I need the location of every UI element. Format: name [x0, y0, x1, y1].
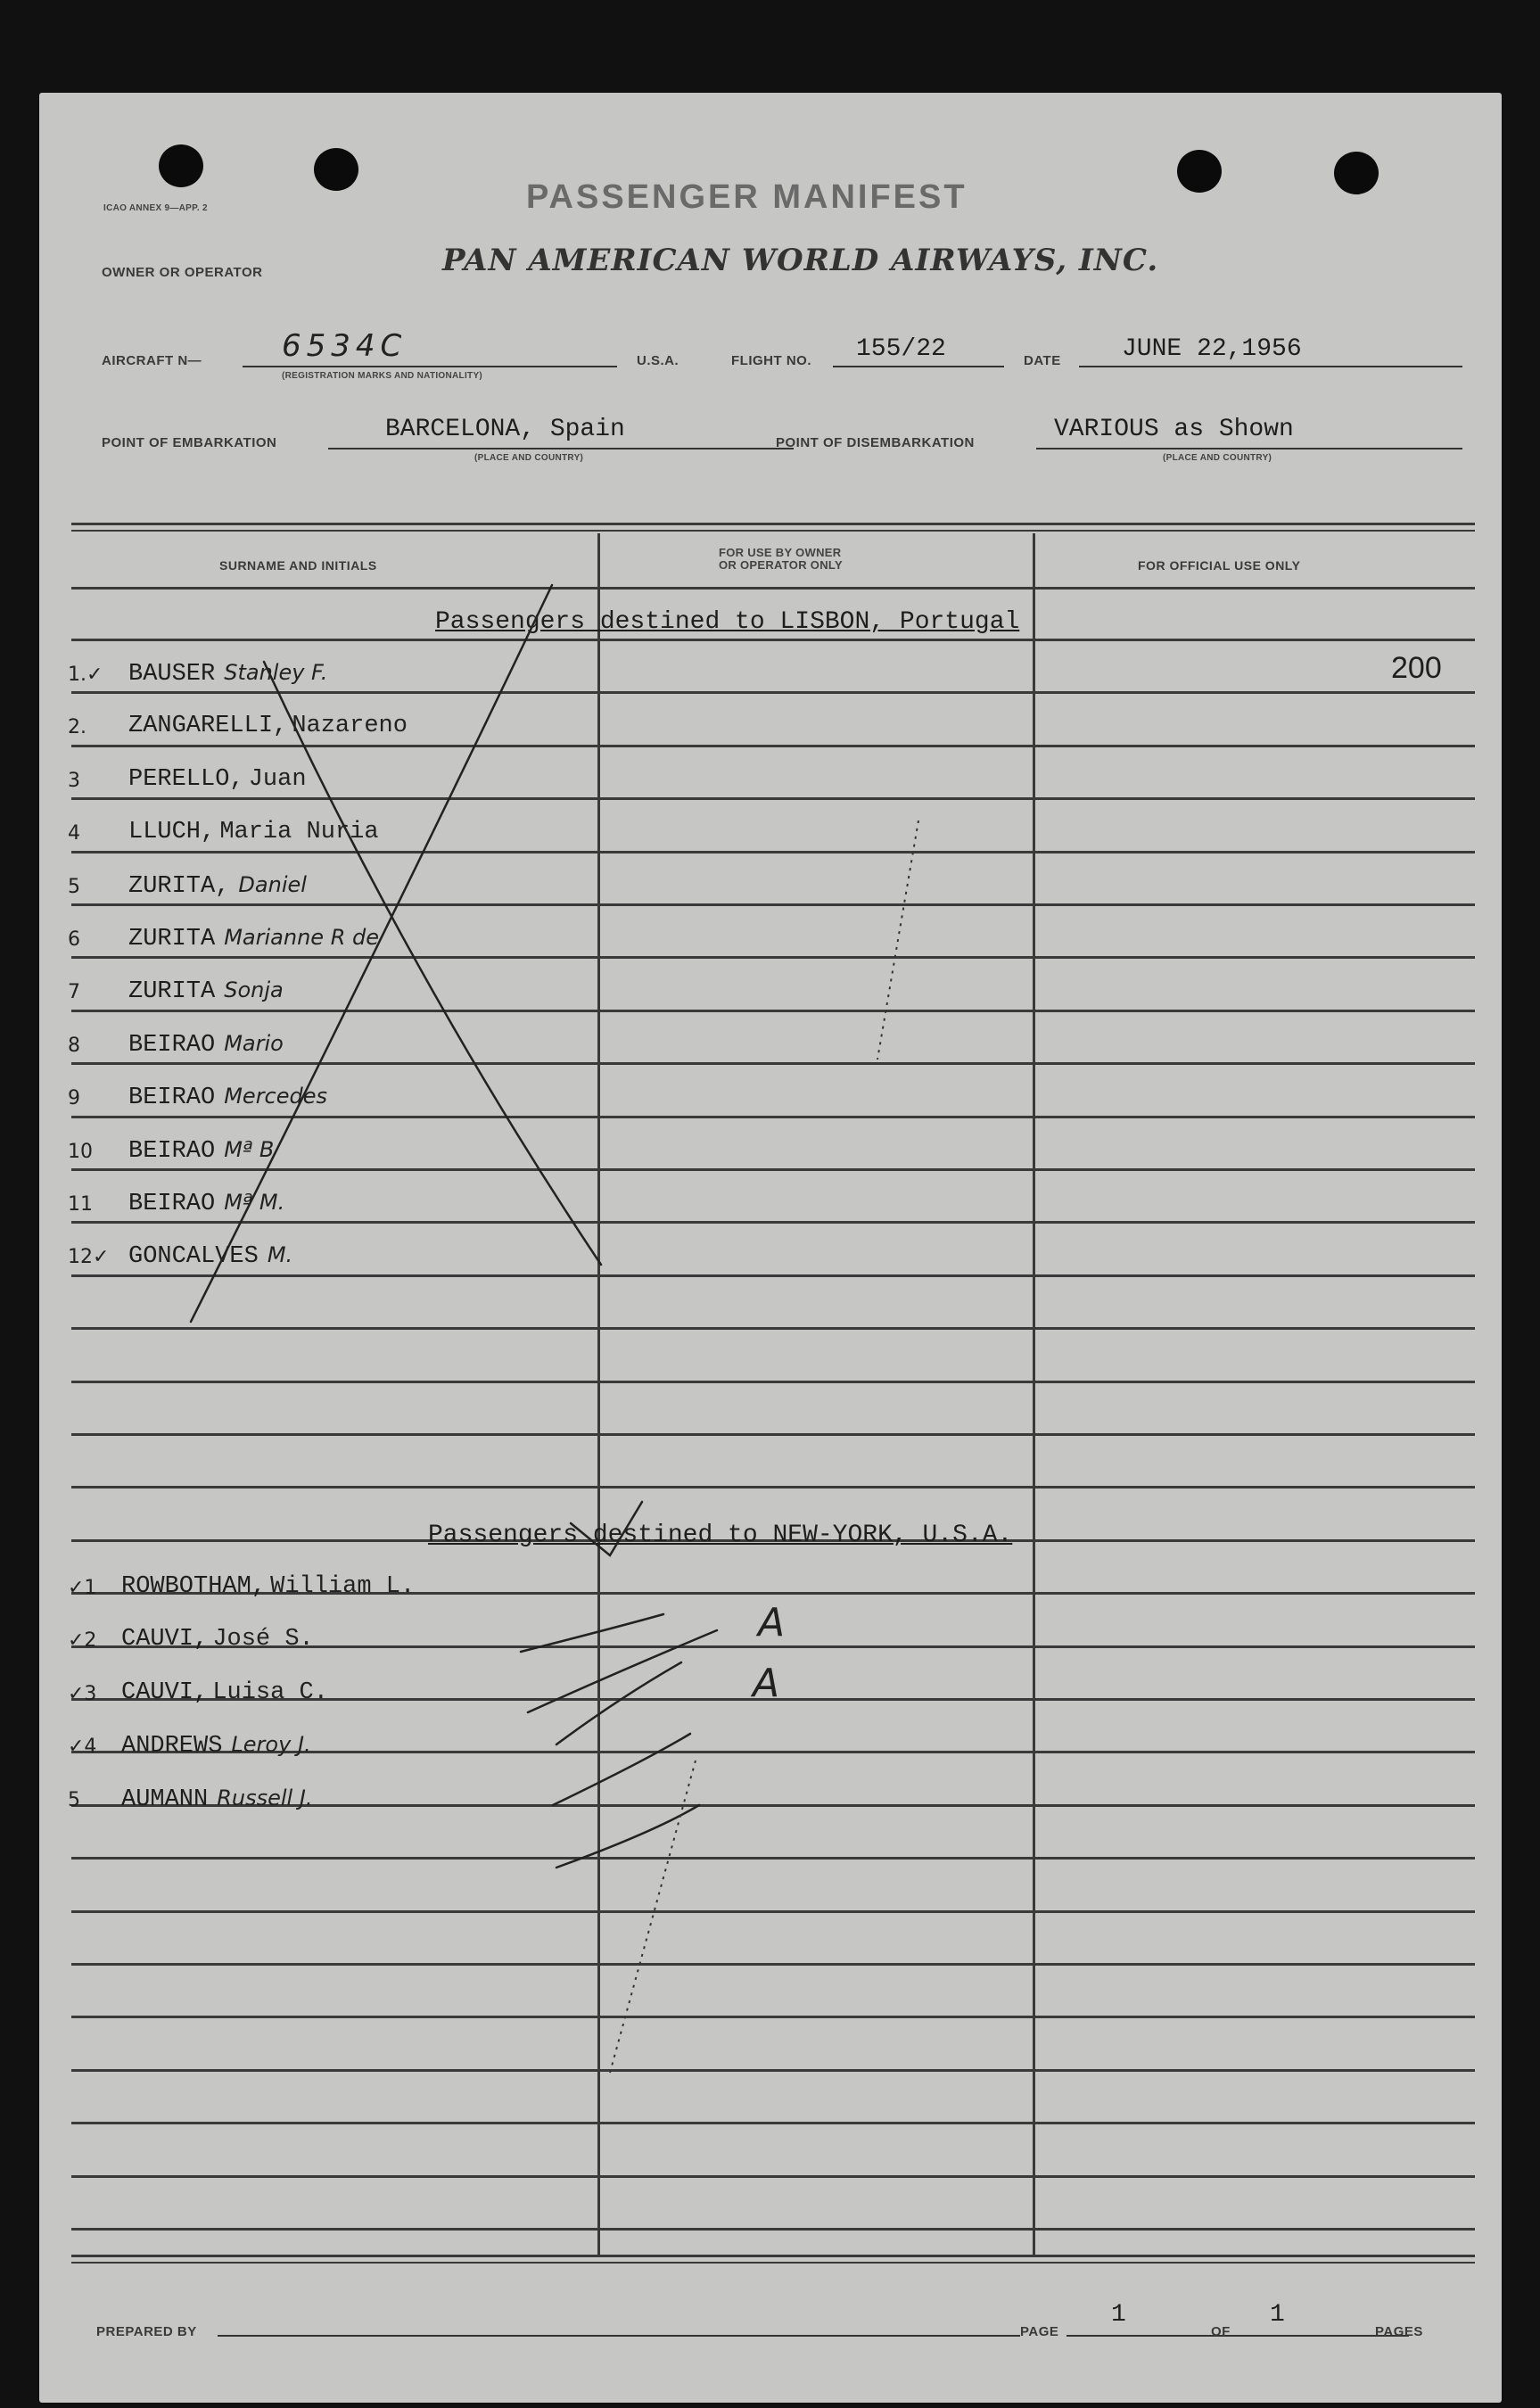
- table-top-rule-2: [71, 530, 1475, 532]
- row-rule: [71, 1381, 1475, 1383]
- table-top-rule: [71, 523, 1475, 525]
- row-rule: [71, 745, 1475, 747]
- row-rule: [71, 1327, 1475, 1330]
- passenger-surname: PERELLO,: [128, 765, 244, 793]
- passenger-surname: BEIRAO: [128, 1137, 216, 1165]
- usa-label: U.S.A.: [637, 353, 679, 368]
- row-rule: [71, 797, 1475, 800]
- date-label: DATE: [1024, 353, 1061, 368]
- row-rule: [71, 1910, 1475, 1913]
- passenger-entry: [128, 1190, 284, 1217]
- official-note: 200: [1391, 651, 1442, 685]
- row-number: 9: [68, 1087, 80, 1110]
- passenger-given-name: Juan: [248, 765, 307, 793]
- passenger-entry: [128, 1242, 292, 1270]
- row-number: ✓1: [68, 1577, 97, 1599]
- prepared-by-underline: [218, 2335, 1020, 2337]
- page-label: PAGE: [1020, 2324, 1059, 2339]
- passenger-entry: [128, 872, 307, 900]
- passenger-surname: BEIRAO: [128, 1031, 216, 1059]
- date-underline: [1079, 366, 1462, 367]
- passenger-given-name: Stanley F.: [224, 660, 328, 685]
- passenger-given-name: José S.: [212, 1626, 314, 1653]
- pages-label: PAGES: [1375, 2324, 1423, 2339]
- row-number: ✓3: [68, 1682, 97, 1705]
- punch-hole: [1334, 152, 1379, 194]
- passenger-entry: [121, 1626, 314, 1653]
- passenger-surname: BEIRAO: [128, 1084, 216, 1112]
- form-title: PASSENGER MANIFEST: [526, 178, 968, 216]
- row-number: 2.: [68, 716, 86, 739]
- row-rule: [71, 2069, 1475, 2072]
- column-divider-1: [597, 533, 600, 2256]
- column-header-owner-2: OR OPERATOR ONLY: [719, 558, 843, 572]
- row-rule: [71, 2016, 1475, 2018]
- passenger-surname: ANDREWS: [121, 1733, 223, 1761]
- row-rule: [71, 1486, 1475, 1489]
- passenger-entry: [121, 1679, 328, 1706]
- punch-hole: [159, 144, 203, 187]
- flight-underline: [833, 366, 1004, 367]
- passenger-surname: GONCALVES: [128, 1243, 259, 1271]
- passenger-given-name: Sonja: [224, 977, 284, 1003]
- passenger-entry: [128, 766, 307, 793]
- passenger-surname: BEIRAO: [128, 1191, 216, 1217]
- passenger-given-name: Mario: [224, 1030, 284, 1056]
- passenger-given-name: Russell J.: [217, 1785, 313, 1810]
- row-number: 4: [68, 822, 80, 845]
- flight-label: FLIGHT NO.: [731, 353, 811, 368]
- column-header-surname: SURNAME AND INITIALS: [219, 558, 377, 573]
- passenger-entry: [128, 1137, 274, 1165]
- section-heading-newyork: Passengers destined to NEW-YORK, U.S.A.: [428, 1521, 1013, 1549]
- header-bottom-rule: [71, 587, 1475, 590]
- passenger-given-name: Mª M.: [224, 1190, 285, 1215]
- row-rule: [71, 903, 1475, 906]
- faint-dotted-line: [610, 1761, 696, 2073]
- passenger-entry: [128, 1084, 327, 1111]
- section-heading-lisbon: Passengers destined to LISBON, Portugal: [435, 608, 1020, 636]
- check-stroke: [556, 1662, 681, 1744]
- passenger-surname: LLUCH,: [128, 819, 216, 846]
- embarkation-sublabel: (PLACE AND COUNTRY): [474, 453, 584, 463]
- passenger-entry: [128, 925, 379, 952]
- passenger-entry: [121, 1573, 415, 1600]
- page-value: 1: [1111, 2301, 1126, 2329]
- row-rule: [71, 1963, 1475, 1966]
- row-number: ✓4: [68, 1736, 97, 1759]
- row-rule: [71, 2175, 1475, 2178]
- disembarkation-label: POINT OF DISEMBARKATION: [776, 435, 975, 450]
- passenger-given-name: William L.: [270, 1573, 416, 1600]
- passenger-entry: [128, 977, 284, 1005]
- row-rule: [71, 2228, 1475, 2231]
- airline-name: PAN AMERICAN WORLD AIRWAYS, INC.: [442, 243, 1159, 278]
- punch-hole: [1177, 150, 1222, 193]
- flight-value: 155/22: [856, 335, 946, 363]
- passenger-entry: [128, 1031, 284, 1059]
- row-rule: [71, 1221, 1475, 1224]
- column-header-owner-1: FOR USE BY OWNER: [719, 546, 842, 559]
- prepared-by-label: PREPARED BY: [96, 2324, 197, 2339]
- faint-dotted-line: [877, 821, 918, 1060]
- passenger-surname: ZURITA: [128, 978, 216, 1006]
- manifest-sheet: [39, 93, 1502, 2403]
- cross-out-stroke: [264, 662, 601, 1268]
- disembarkation-sublabel: (PLACE AND COUNTRY): [1163, 453, 1272, 463]
- aircraft-sublabel: (REGISTRATION MARKS AND NATIONALITY): [282, 371, 483, 381]
- passenger-surname: CAUVI,: [121, 1678, 209, 1706]
- row-rule: [71, 1116, 1475, 1118]
- row-number: 11: [68, 1193, 93, 1216]
- row-rule: [71, 1857, 1475, 1860]
- passenger-given-name: Marianne R de: [224, 925, 379, 950]
- of-label: OF: [1211, 2324, 1231, 2339]
- passenger-entry: [121, 1732, 311, 1760]
- column-header-official: FOR OFFICIAL USE ONLY: [1138, 558, 1301, 573]
- icao-reference: ICAO ANNEX 9—APP. 2: [103, 203, 208, 213]
- aircraft-underline: [243, 366, 617, 367]
- date-value: JUNE 22,1956: [1122, 335, 1302, 363]
- disembarkation-underline: [1036, 448, 1462, 449]
- passenger-given-name: Daniel: [238, 871, 307, 897]
- column-divider-2: [1033, 533, 1035, 2256]
- row-number: 6: [68, 928, 80, 951]
- row-number: 3: [68, 769, 80, 792]
- passenger-given-name: Maria Nuria: [219, 819, 379, 846]
- row-rule: [71, 691, 1475, 694]
- passenger-surname: ZANGARELLI,: [128, 713, 288, 740]
- row-rule: [71, 956, 1475, 959]
- row-rule: [71, 1168, 1475, 1171]
- passenger-given-name: Mercedes: [224, 1084, 328, 1109]
- passenger-given-name: Nazareno: [292, 713, 408, 740]
- row-rule: [71, 1010, 1475, 1012]
- row-number: 5: [68, 1788, 80, 1811]
- row-rule: [71, 1274, 1475, 1277]
- table-bottom-rule-2: [71, 2262, 1475, 2264]
- row-rule: [71, 2122, 1475, 2124]
- passenger-given-name: Mª B: [224, 1136, 275, 1162]
- passenger-surname: CAUVI,: [121, 1626, 209, 1653]
- handwritten-mark-a: A: [758, 1600, 786, 1645]
- row-number: 7: [68, 981, 80, 1004]
- aircraft-value: 6534C: [282, 328, 408, 364]
- row-number: ✓2: [68, 1629, 97, 1653]
- passenger-entry: [128, 660, 327, 688]
- passenger-surname: AUMANN: [121, 1785, 209, 1813]
- passenger-entry: [128, 819, 379, 845]
- row-number: 8: [68, 1034, 80, 1057]
- check-stroke: [553, 1734, 690, 1805]
- row-rule: [71, 1433, 1475, 1436]
- row-rule: [71, 1062, 1475, 1065]
- passenger-given-name: Luisa C.: [212, 1678, 328, 1706]
- passenger-surname: ZURITA,: [128, 872, 230, 900]
- row-rule: [71, 639, 1475, 641]
- passenger-given-name: M.: [267, 1242, 293, 1268]
- passenger-surname: ZURITA: [128, 926, 216, 952]
- row-number: 5: [68, 875, 80, 898]
- passenger-surname: ROWBOTHAM,: [121, 1573, 267, 1600]
- aircraft-label: AIRCRAFT N—: [102, 353, 202, 368]
- passenger-given-name: Leroy J.: [231, 1732, 311, 1758]
- owner-label: OWNER OR OPERATOR: [102, 265, 263, 280]
- passenger-entry: [121, 1785, 313, 1813]
- punch-hole: [314, 148, 358, 191]
- passenger-entry: [128, 713, 408, 739]
- row-rule: [71, 851, 1475, 854]
- of-value: 1: [1270, 2301, 1285, 2329]
- table-bottom-rule: [71, 2255, 1475, 2257]
- row-number: 12✓: [68, 1246, 110, 1269]
- row-number: 10: [68, 1140, 93, 1163]
- disembarkation-value: VARIOUS as Shown: [1054, 416, 1294, 443]
- embarkation-label: POINT OF EMBARKATION: [102, 435, 277, 450]
- handwritten-mark-a: A: [753, 1661, 780, 1706]
- row-number: 1.✓: [68, 664, 103, 686]
- embarkation-underline: [328, 448, 794, 449]
- embarkation-value: BARCELONA, Spain: [385, 416, 625, 443]
- passenger-surname: BAUSER: [128, 661, 216, 688]
